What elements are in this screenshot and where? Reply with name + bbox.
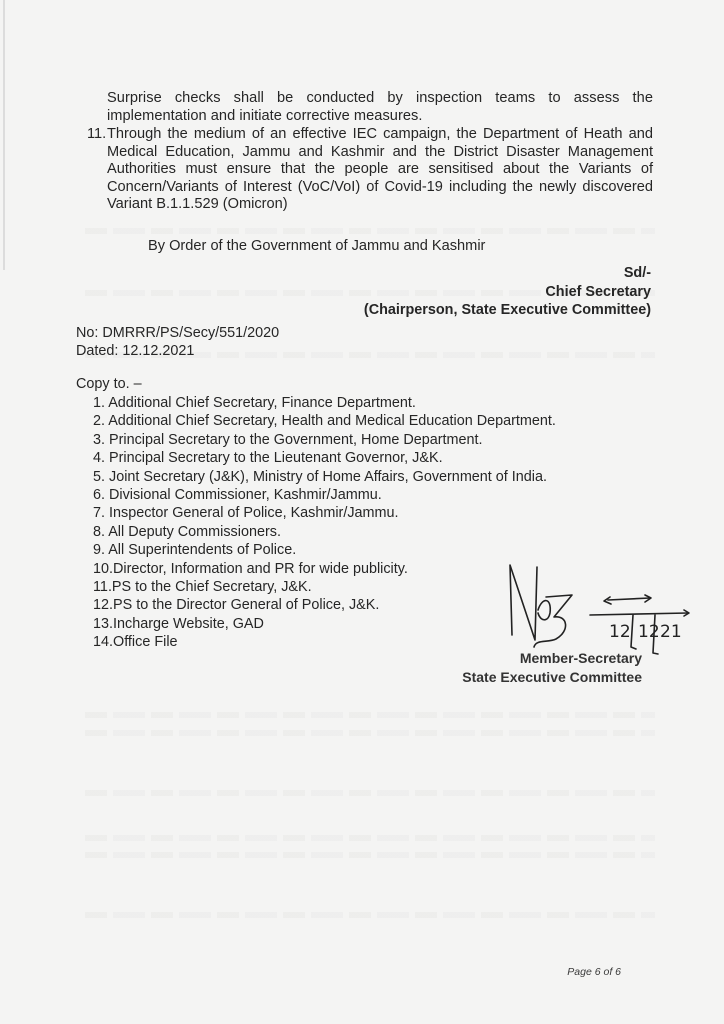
continuation-paragraph [107, 90, 653, 125]
item-number: 11. [87, 126, 107, 142]
recipient-item: 8. All Deputy Commissioners. [93, 523, 281, 540]
show-through-text [85, 730, 655, 736]
sd-mark: Sd/- [623, 265, 651, 281]
signatory-title: Chief Secretary [545, 283, 651, 300]
recipient-item: 7. Inspector General of Police, Kashmir/Jammu. [93, 505, 399, 522]
show-through-text [85, 228, 655, 234]
recipient-item: 13.Incharge Website, GAD [93, 615, 264, 632]
recipient-item: 6. Divisional Commissioner, Kashmir/Jammu. [93, 487, 382, 504]
handwritten-date-part: 12 [609, 622, 631, 642]
order-date: Dated: 12.12.2021 [76, 342, 195, 359]
recipient-item: 3. Principal Secretary to the Government, Home Department. [93, 431, 483, 448]
recipient-item: 2. Additional Chief Secretary, Health and Medical Education Department. [93, 413, 556, 430]
order-number: No: DMRRR/PS/Secy/551/2020 [76, 325, 280, 341]
member-secretary-block [462, 649, 642, 687]
handwritten-date [609, 622, 682, 642]
copy-to-list [93, 394, 556, 652]
recipient-item: 1. Additional Chief Secretary, Finance Department. [93, 395, 416, 411]
show-through-text [85, 790, 655, 796]
signatory-role: (Chairperson, State Executive Committee) [363, 302, 651, 318]
page-number: Page 6 of 6 [567, 966, 621, 978]
recipient-item: 12.PS to the Director General of Police, J&K. [93, 597, 380, 614]
by-order-line: By Order of the Government of Jammu and Kashmir [148, 238, 486, 254]
recipient-item: 14.Office File [93, 634, 178, 651]
handwritten-date-part: 21 [660, 622, 682, 642]
show-through-text [85, 912, 655, 918]
scan-page-edge [3, 0, 5, 270]
order-reference [76, 325, 279, 360]
paragraph-text: Surprise checks shall be conducted by inspection teams to assess the implementation and initiate corrective measures. [107, 90, 653, 124]
item-text: Through the medium of an effective IEC campaign, the Department of Heath and Medical Education, Jammu and Kashmir and the District Disaster Management Authorities must ensure that the people are sensitised about the Variants of Concern/Variants of Interest (VoC/VoI) of Covid-19 including the newly discovered Variant B.1.1.529 (Omicron) [107, 126, 653, 213]
handwritten-date-part: 12 [638, 622, 660, 642]
chief-secretary-signature-block [364, 264, 651, 320]
show-through-text [85, 852, 655, 858]
copy-to-heading: Copy to. – [76, 376, 142, 392]
recipient-item: 10.Director, Information and PR for wide publicity. [93, 560, 408, 577]
recipient-item: 9. All Superintendents of Police. [93, 542, 297, 559]
member-secretary-title: Member-Secretary [519, 650, 642, 666]
recipient-item: 4. Principal Secretary to the Lieutenant Governor, J&K. [93, 450, 443, 467]
recipient-item: 5. Joint Secretary (J&K), Ministry of Home Affairs, Government of India. [93, 468, 548, 485]
show-through-text [85, 835, 655, 841]
directive-item-11 [87, 126, 653, 214]
committee-name: State Executive Committee [462, 669, 642, 685]
recipient-item: 11.PS to the Chief Secretary, J&K. [93, 579, 312, 596]
show-through-text [85, 712, 655, 718]
